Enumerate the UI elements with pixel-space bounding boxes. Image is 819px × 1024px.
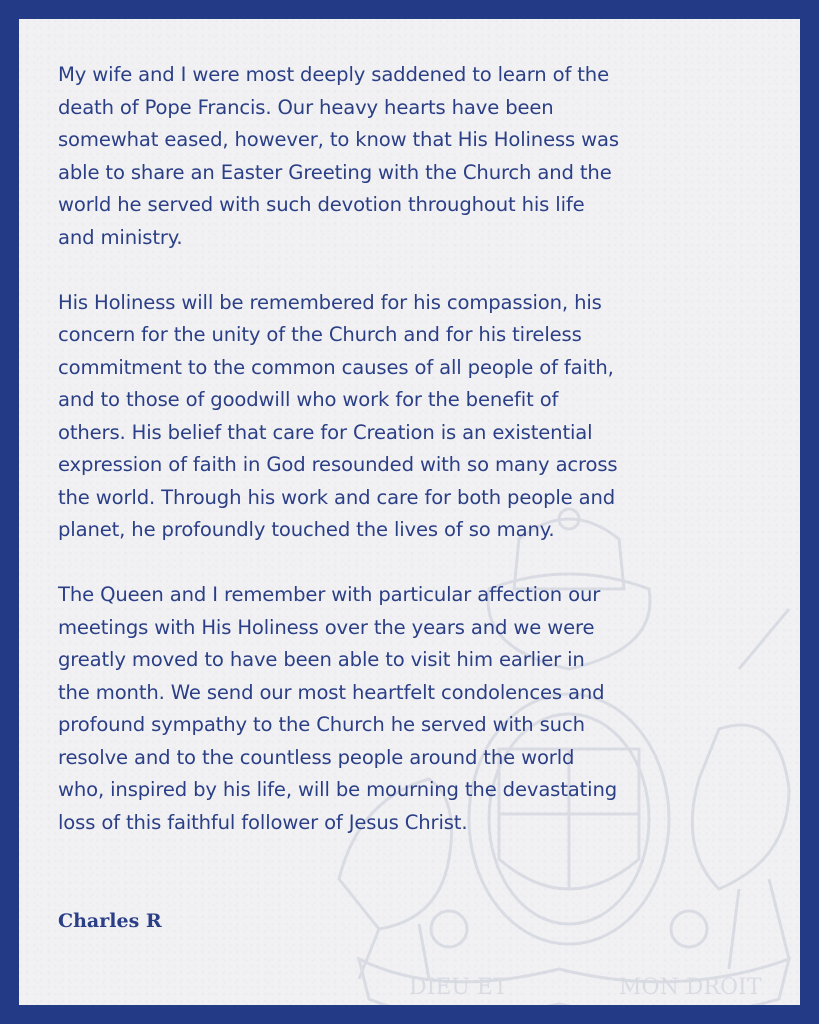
motto-right-text: MON DROIT <box>619 975 762 1000</box>
letter-paragraph-2: His Holiness will be remembered for his compassion, his concern for the unity of the Church and for his tireless commitment to the common causes of all people of faith, and to those of goodwill who work for the benefit of others. His belief that care for Creation is an existential expression of faith in God resounded with so many across the world. Through his work and care for both people and planet, he profoundly touched the lives of so many. <box>58 290 618 541</box>
letter-paper <box>19 19 800 1005</box>
letter-body <box>58 59 758 839</box>
motto-left-text: DIEU ET <box>409 975 508 1000</box>
letter-paragraph-3: The Queen and I remember with particular affection our meetings with His Holiness over the years and we were greatly moved to have been able to visit him earlier in the month. We send our most heartfelt condolences and profound sympathy to the Church he served with such resolve and to the countless people around the world who, inspired by his life, will be mourning the devastating loss of this faithful follower of Jesus Christ. <box>58 583 618 834</box>
letter-paragraph-1: My wife and I were most deeply saddened to learn of the death of Pope Francis. Our heavy hearts have been somewhat eased, however, to know that His Holiness was able to share an Easter Greeting with the Church and the world he served with such devotion throughout his life and ministry. <box>58 63 619 249</box>
signature: Charles R <box>58 910 162 932</box>
